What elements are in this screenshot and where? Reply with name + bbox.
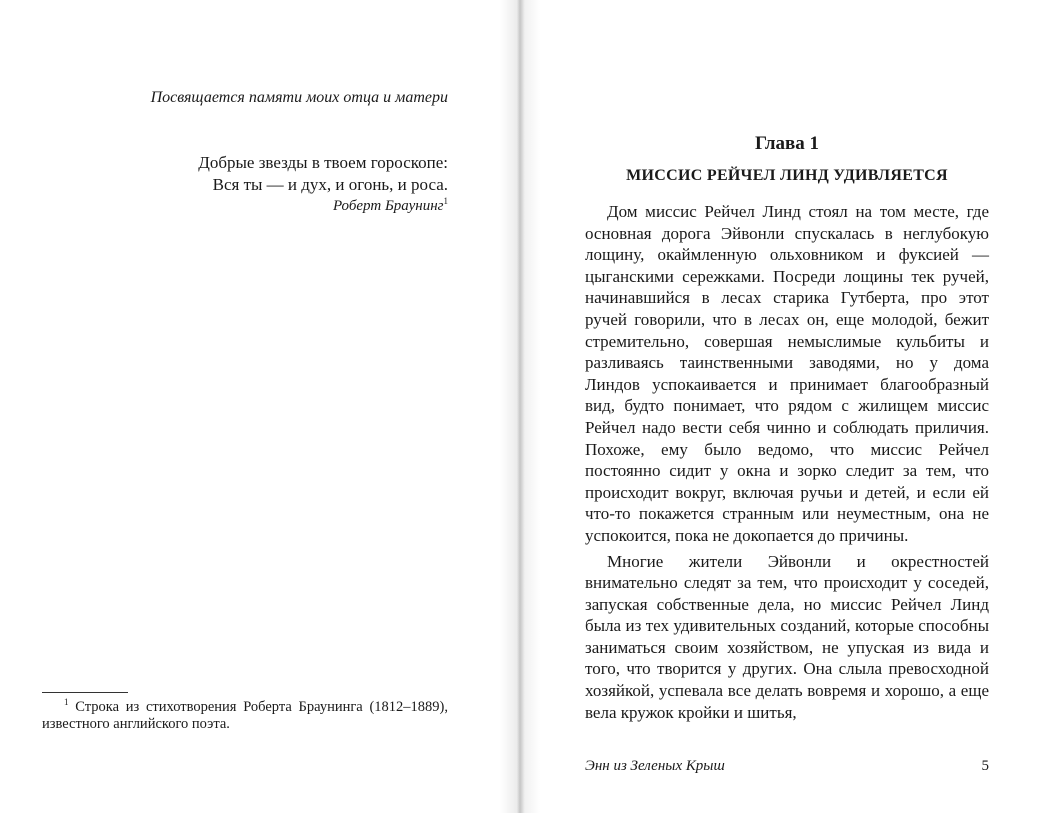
- dedication: Посвящается памяти моих отца и матери: [150, 89, 448, 106]
- left-page: [0, 0, 517, 813]
- paragraph-2: Многие жители Эйвонли и окрестностей внимательно следят за тем, что происходит у соседей, запуская собственные дела, но миссис Рейчел Линд была из тех удивительных созданий, которые способны заниматься своим хозяйством, не упуская из вида и того, что творится у других. Она слыла превосходной хозяйкой, успевала все делать вовремя и хорошо, а еще вела кружок кройки и шитья,: [585, 551, 989, 722]
- paragraph-1: Дом миссис Рейчел Линд стоял на том месте, где основная дорога Эйвонли спускалась в неглубокую лощину, окаймленную ольховником и фуксией — цыганскими сережками. Посреди лощины тек ручей, начинавшийся в лесах старика Гутберта, про этот ручей говорили, что в лесах он, еще молодой, бежит стремительно, совершая немыслимые кульбиты и разливаясь таинственными заводями, но у дома Линдов успокаивается и принимает благообразный вид, будто понимает, что рядом с жилищем миссис Рейчел надо вести себя чинно и соблюдать приличия. Похоже, ему было ведомо, что миссис Рейчел постоянно сидит у окна и зорко следит за тем, что происходит вокруг, включая ручьи и детей, и если ей что-то покажется странным или неуместным, она не успокоится, пока не докопается до причины.: [585, 202, 989, 545]
- footnote-text: Строка из стихотворения Роберта Браунинга (1812–1889), известного английского поэта.: [42, 699, 449, 732]
- footnote: [42, 699, 448, 733]
- footnote-reference: 1: [443, 196, 448, 206]
- epigraph-author-name: Роберт Браунинг: [332, 198, 444, 214]
- running-footer-title: Энн из Зеленых Крыш: [585, 758, 725, 774]
- epigraph-line-1: Добрые звезды в твоем гороскопе:: [198, 153, 448, 172]
- chapter-number: Глава 1: [754, 133, 820, 154]
- footnote-marker: 1: [64, 697, 69, 708]
- epigraph: [60, 152, 448, 216]
- footnote-divider: [42, 692, 128, 693]
- page-number: 5: [981, 758, 989, 774]
- chapter-title: МИССИС РЕЙЧЕЛ ЛИНД УДИВЛЯЕТСЯ: [626, 167, 948, 184]
- epigraph-author: [60, 196, 448, 216]
- epigraph-line-2: Вся ты — и дух, и огонь, и роса.: [212, 175, 448, 194]
- chapter-body: [585, 201, 989, 727]
